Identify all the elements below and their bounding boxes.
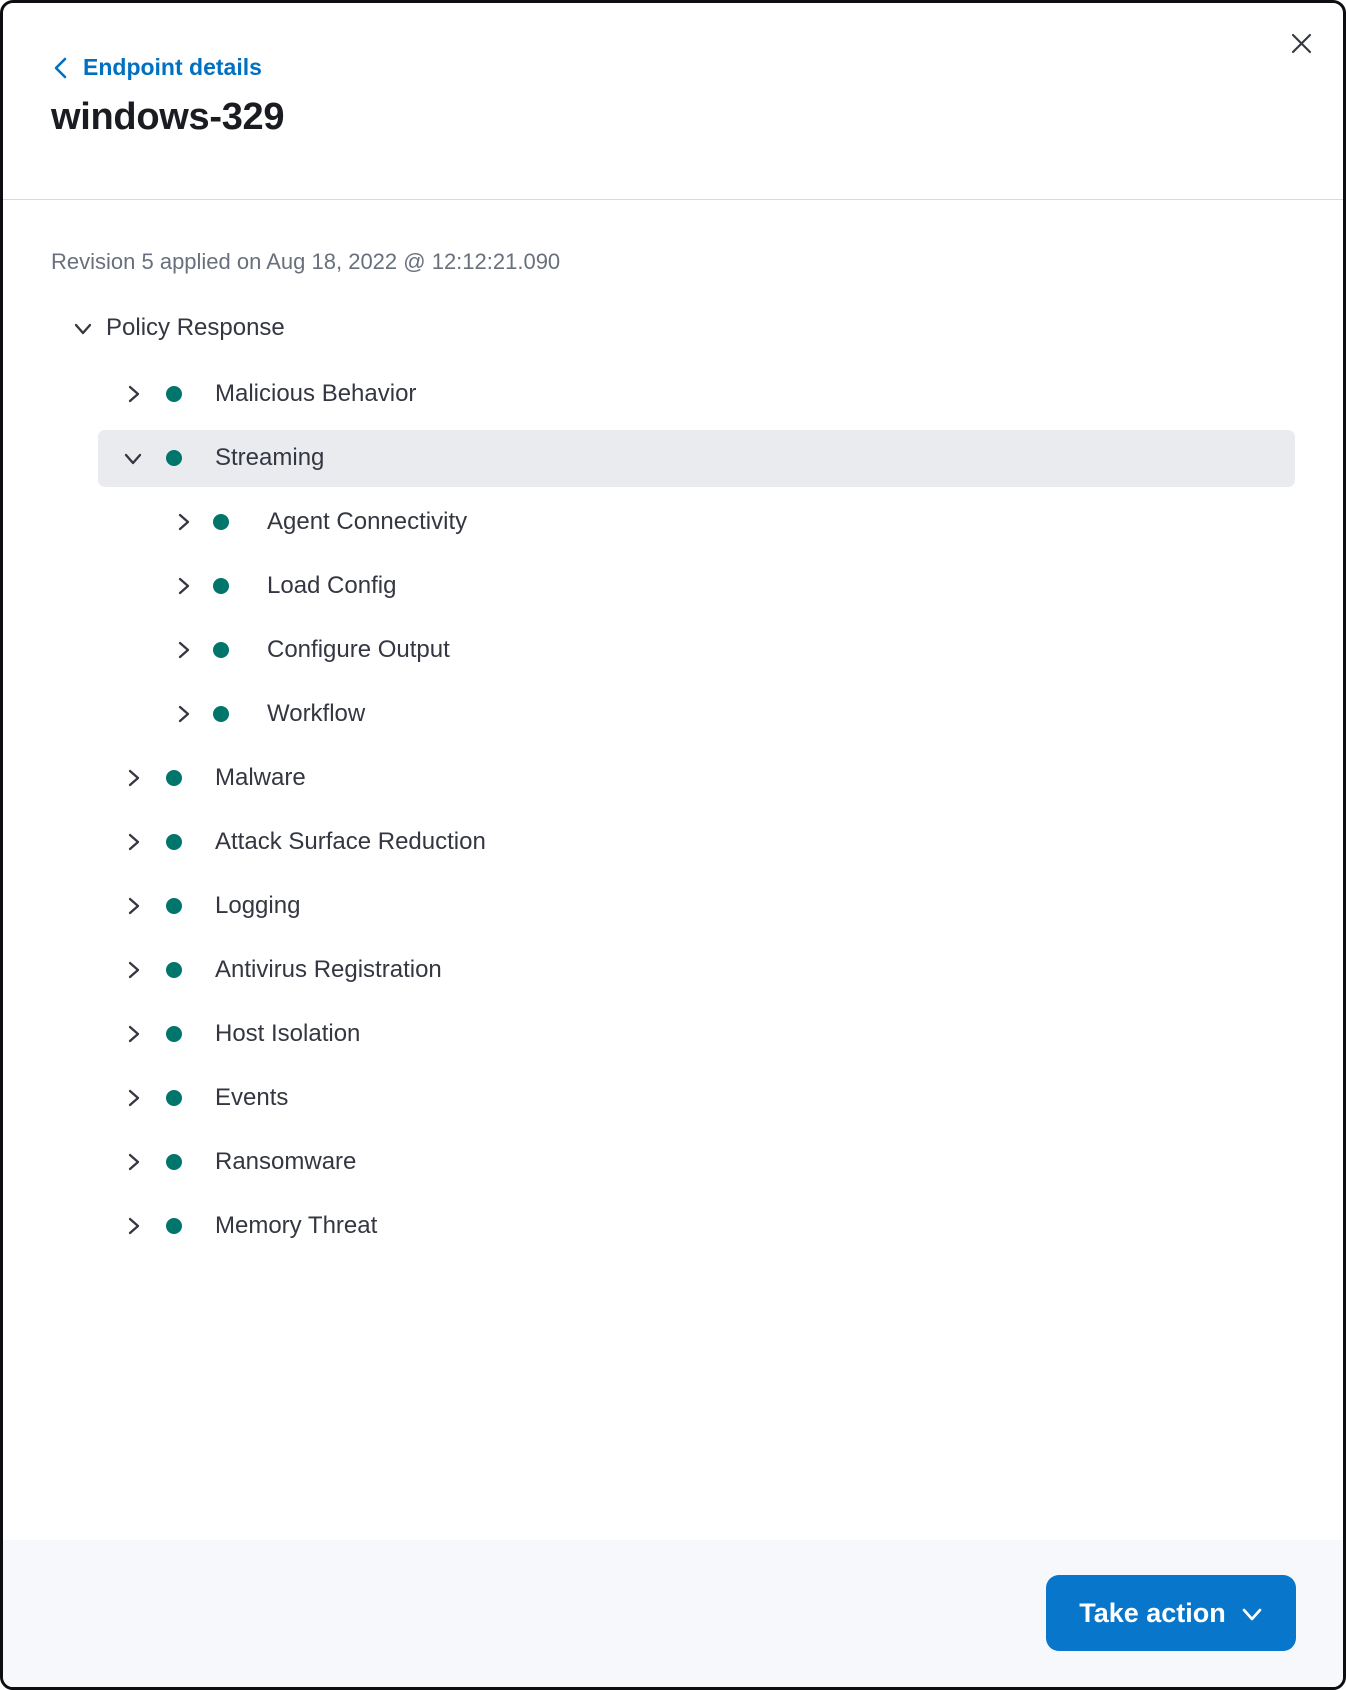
tree-item-label: Logging [215,891,301,919]
close-button[interactable] [1279,23,1323,67]
flyout-footer [3,1540,1343,1687]
status-dot [166,962,182,978]
tree-item-label: Malware [215,763,306,791]
chevron-left-icon [51,55,70,81]
tree-item-label: Memory Threat [215,1211,378,1239]
chevron-right-icon [121,894,145,918]
page-title: windows-329 [51,96,285,138]
status-dot [213,706,229,722]
flyout-header [3,3,1343,200]
tree-item-configure-output[interactable] [51,618,1295,682]
policy-response-tree [51,300,1295,1258]
back-to-endpoint-details-link[interactable] [51,55,262,81]
status-dot [166,770,182,786]
tree-item-label: Workflow [267,699,366,727]
tree-item-ransomware[interactable] [51,1130,1295,1194]
status-dot [166,1090,182,1106]
chevron-right-icon [121,1150,145,1174]
tree-item-events[interactable] [51,1066,1295,1130]
back-link-label: Endpoint details [83,54,262,81]
tree-item-workflow[interactable] [51,682,1295,746]
tree-item-label: Attack Surface Reduction [215,827,486,855]
status-dot [166,1154,182,1170]
status-dot [213,642,229,658]
tree-item-label: Load Config [267,571,397,599]
status-dot [166,898,182,914]
tree-item-attack-surface-reduction[interactable] [51,810,1295,874]
chevron-right-icon [121,382,145,406]
chevron-right-icon [121,958,145,982]
status-dot [166,834,182,850]
tree-item-memory-threat[interactable] [51,1194,1295,1258]
tree-item-label: Events [215,1083,289,1111]
tree-item-label: Policy Response [106,313,285,341]
close-icon [1289,31,1314,59]
take-action-label: Take action [1079,1597,1226,1628]
chevron-right-icon [121,1214,145,1238]
tree-item-policy-response[interactable] [51,300,1295,356]
chevron-down-icon [1241,1604,1263,1623]
tree-item-malware[interactable] [51,746,1295,810]
tree-item-load-config[interactable] [51,554,1295,618]
tree-item-malicious-behavior[interactable] [51,362,1295,426]
chevron-right-icon [121,830,145,854]
status-dot [166,450,182,466]
chevron-right-icon [121,1022,145,1046]
status-dot [213,578,229,594]
tree-item-host-isolation[interactable] [51,1002,1295,1066]
status-dot [166,386,182,402]
tree-item-logging[interactable] [51,874,1295,938]
chevron-right-icon [121,1086,145,1110]
chevron-right-icon [171,510,195,534]
chevron-right-icon [171,574,195,598]
tree-item-label: Ransomware [215,1147,357,1175]
tree-item-streaming[interactable] [98,430,1295,487]
chevron-down-icon [71,316,95,340]
tree-item-label: Configure Output [267,635,450,663]
chevron-down-icon [121,446,145,470]
revision-applied-text: Revision 5 applied on Aug 18, 2022 @ 12:12:21.090 [51,249,561,274]
chevron-right-icon [171,638,195,662]
tree-item-label: Malicious Behavior [215,379,417,407]
status-dot [213,514,229,530]
tree-item-label: Agent Connectivity [267,507,468,535]
status-dot [166,1026,182,1042]
tree-item-agent-connectivity[interactable] [51,490,1295,554]
chevron-right-icon [121,766,145,790]
chevron-right-icon [171,702,195,726]
tree-item-label: Streaming [215,443,325,471]
status-dot [166,1218,182,1234]
tree-item-antivirus-registration[interactable] [51,938,1295,1002]
take-action-button[interactable] [1046,1575,1296,1651]
tree-item-label: Antivirus Registration [215,955,442,983]
flyout-body [3,200,1343,1540]
tree-item-label: Host Isolation [215,1019,361,1047]
